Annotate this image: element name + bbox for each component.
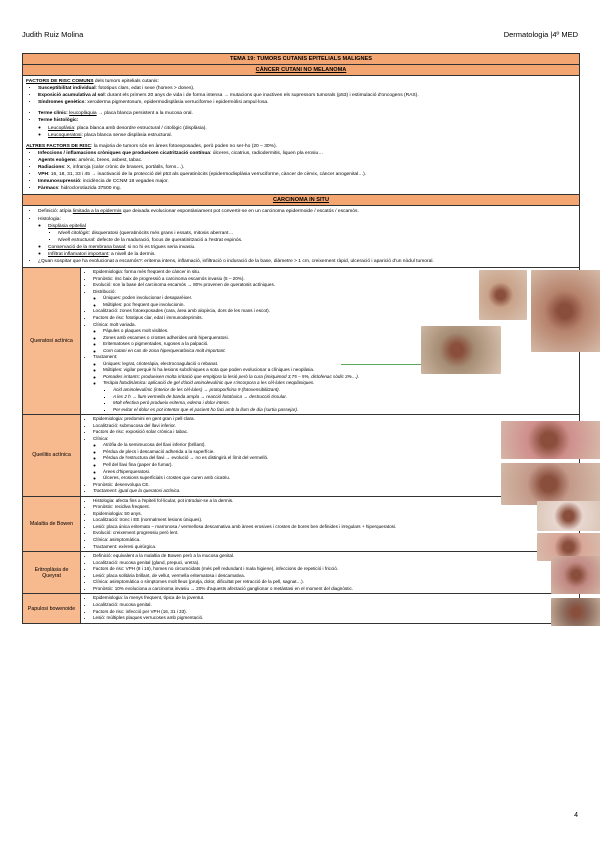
lesion-item: ◦ Àrees d'hiperqueratosi.: [103, 469, 576, 476]
histo-term-item: • Terme histològic: ◦ Leucoplàsia: placa blanca amb desordre estructural / citològic (displàsia). ◦ Leucoqueratosi: placa blanca sense displàsia estructural.: [38, 117, 576, 138]
clinical-photo: [537, 501, 600, 531]
lesion-content: [81, 594, 579, 622]
lesion-row: [23, 268, 579, 415]
lesion-item: ▪ A les 2 h → llum vermella de banda ampla → reacció fototòxica → destrucció tissular.: [113, 394, 576, 401]
clinical-photo: [551, 598, 600, 626]
risk-factor-item: • Fàrmacs: hidroclorotiazida 37500 mg.: [38, 185, 576, 192]
risk-factor-item: • Agents exògens: arsènic, brees, asbest, tabac.: [38, 157, 576, 164]
risk-other-list: [26, 150, 576, 193]
risk-factors-common: FACTORS DE RISC COMUNS dels tumors epitelials cutanis: • Susceptibilitat individual: fototipus clars, edat i sexe (homes > dones). • Exposició acumulativa al sol: durant els primers 20 anys de vida i de forma intensa → mutacions que inactiven els supressors tumorals (p53) i estimulació d'oncogens (RAS). • Síndromes genètics: xeroderma pigmentosum, epidermodisplàsia verruciforme i epidermòlisi ampul·losa. • Terme clínic: leucoplàquia → placa blanca persistent a la mucosa oral. • Terme histològic: ◦ Leucoplàsia: placa blanca amb desordre estructural / citològic (displàsia). ◦ Leucoqueratosi: placa blanca sense displàsia estructural. ALTRES FACTORS DE RISC: la majoria de tumors són en àrees fotoexposades, però poden no ser-ho (20 – 30%). • Infeccions / inflamacions cròniques que produeixen cicatrització contínua: úlceres, cicatrius, radiodermitis, liquen pla erosiu… • Agents exògens: arsènic, brees, asbest, tabac. • Radiacions: X, infraroja (calor crònic de brasers, portàtils, forns…). • VPH: 16, 18, 31, 33 i 45 → inactivació de la protecció del p53 als queratinòcits (epidermodisplàsia verruciforme, càncer de cèrvix, càncer anogenital…). • Immunosupressió: incidència de CCNM 18 vegades major. • Fàrmacs: hidroclorotiazida 37500 mg.: [23, 76, 579, 195]
lesion-item: ◦ Múltiples: poc freqüent que involucionin.: [103, 302, 576, 309]
lesion-row: [23, 594, 579, 622]
lesion-item: • Clínica: asimptomàtica.: [93, 537, 576, 544]
clinical-photo: [531, 270, 600, 352]
risk-factor-item: • Síndromes genètics: xeroderma pigmentosum, epidermodisplàsia verruciforme i epidermòlisi ampul·losa.: [38, 99, 576, 106]
lesion-item: ◦ Teràpia fotodinàmica: aplicació de gel d'àcid aminolevulínic que s'incorpora a les cèl·lules neoplàsiques. ▪ Àcid aminolevulínic (interior de les cèl·lules) → protoporfirina 9 (fotosensibilitzant). ▪ A les 2 h → llum vermella de banda ampla → reacció fototòxica → destrucció tissular. ▪ Molt efectiva però produeix eritema, edema i dolor intens. ▪ Per evitar el dolor es pot intentar que el pacient ho faci amb la llum de dia (surtia passejar).: [103, 380, 576, 413]
lesion-item: ▪ Per evitar el dolor es pot intentar que el pacient ho faci amb la llum de dia (surtia passejar).: [113, 407, 576, 414]
lesion-item: ◦ Pell del llavi fina (paper de fumar).: [103, 462, 576, 469]
lesion-item: ◦ Múltiples: vigilar perquè hi ha lesions subclíniques a sota que poden evolucionar a clíniques i neoplàsia.: [103, 367, 576, 374]
lesion-row: [23, 497, 579, 552]
risk-factor-item: • Radiacions: X, infraroja (calor crònic de brasers, portàtils, forns…).: [38, 164, 576, 171]
lesion-item: ◦ Úlceres, erosions superficials i crostes que curen amb cicatriu.: [103, 475, 576, 482]
lesion-item: • Pronòstic: desenvolupa CE.: [93, 482, 576, 489]
lesion-item: • Distribució: ◦ Úniques: poden involucionar i desaparèixer. ◦ Múltiples: poc freqüent que involucionin.: [93, 289, 576, 309]
lesion-content: [81, 415, 579, 496]
header-course: Dermatologia |4º MED: [503, 30, 578, 39]
lesion-item: • Lesió: placa única eritemato – marronosa / vermellosa descamativa amb àrees erosives i crostes de bores ben definides i irregulars + hiperqueratosi.: [93, 524, 576, 531]
document-sheet: [22, 53, 580, 624]
lesion-item: • Tractament: igual que la queratosi actínica.: [93, 488, 576, 495]
lesion-label: Papulosi bowenoide: [23, 594, 81, 622]
clinical-photo: [421, 326, 501, 374]
clinical-photo: [551, 556, 600, 594]
lesion-label: Queratosi actínica: [23, 268, 81, 414]
pointer-arrow: [341, 364, 421, 365]
lesion-item: • Pronòstic: recidiva freqüent.: [93, 504, 576, 511]
lesion-item: • Clínica: molt variada. ◦ Pàpules o plaques molt visibles. ◦ Zones amb escames o crostes adherides amb hiperqueratosi. ◦ Eritematoses o pigmentades, rugoses a la palpació. ◦ Corn cutani en cas de zona hiperqueratòsica molt important.: [93, 322, 576, 355]
lesion-item: • Tractament: ◦ Úniques: legrat, crioteràpia, electrocoagulació o rebanat. ◦ Múltiples: vigilar perquè hi ha lesions subclíniques a sota que poden evolucionar a clíniques i neoplàsia. ◦ Pomades irritants: produeixen molta irritació que empitjora la lesió però la cura (imiquimod 3,75 – 5%, diclofenac sòdic 3%…). ◦ Teràpia fotodinàmica: aplicació de gel d'àcid aminolevulínic que s'incorpora a les cèl·lules neoplàsiques. ▪ Àcid aminolevulínic (interior de les cèl·lules) → protoporfirina 9 (fotosensibilitzant). ▪ A les 2 h → llum vermella de banda ampla → reacció fototòxica → destrucció tissular. ▪ Molt efectiva però produeix eritema, edema i dolor intens. ▪ Per evitar el dolor es pot intentar que el pacient ho faci amb la llum de dia (surtia passejar).: [93, 354, 576, 413]
risk-factor-item: • VPH: 16, 18, 31, 33 i 45 → inactivació de la protecció del p53 als queratinòcits (epidermodisplàsia verruciforme, càncer de cèrvix, càncer anogenital…).: [38, 171, 576, 178]
lesion-table: [23, 268, 579, 622]
lesion-row: [23, 552, 579, 594]
lesion-item: • Lesió: placa solitària brillant, de vellut, vermella eritematosa i descamativa.: [93, 573, 576, 580]
histo-term: ◦ Leucoqueratosi: placa blanca sense displàsia estructural.: [48, 132, 576, 139]
lesion-item: • Factors de risc: exposició solar crònica i tabac.: [93, 429, 576, 436]
lesion-item: • Pronòstic: risc baix de progressió a carcinoma escamós invasiu (5 – 20%).: [93, 276, 576, 283]
risk-heading: FACTORS DE RISC COMUNS: [26, 79, 94, 84]
lesion-item: ◦ Pèrdua de plecs i descamació adherida a la superfície.: [103, 449, 576, 456]
page-number: 4: [574, 812, 578, 819]
lesion-item: • Histologia: afecta fins a l'epiteli fol·licular, pot introduir-se a la dermis.: [93, 498, 576, 505]
lesion-item: ◦ Eritematoses o pigmentades, rugoses a la palpació.: [103, 341, 576, 348]
lesion-item: ▪ Molt efectiva però produeix eritema, edema i dolor intens.: [113, 400, 576, 407]
insitu-block: [23, 206, 579, 268]
lesion-item: ◦ Úniques: poden involucionar i desaparèixer.: [103, 295, 576, 302]
lesion-item: • Tractament: exèresi quirúrgica.: [93, 544, 576, 551]
lesion-content: [81, 552, 579, 593]
lesion-item: • Factors de risc: infecció per VPH (16, 31 i 33).: [93, 609, 576, 616]
lesion-item: ◦ Atròfia de la semimucosa del llavi inferior (brillant).: [103, 442, 576, 449]
lesion-item: • Evolució: creixement progressiu però lent.: [93, 530, 576, 537]
header-author: Judith Ruiz Molina: [22, 30, 84, 39]
histo-term-list: [38, 125, 576, 139]
lesion-item: ◦ Úniques: legrat, crioteràpia, electrocoagulació o rebanat.: [103, 361, 576, 368]
lesion-item: • Localització: submucosa del llavi inferior.: [93, 423, 576, 430]
insitu-question: • ¿Quan sospitar que ha evolucionat a escamós?: eritema intens, inflamació, infiltració o induració de la base, diàmetre > 1 cm, creixement ràpid, ulceració i aparició d'un nòdul tumoral.: [38, 258, 576, 265]
lesion-item: • Factors de risc: fototipus clar, edat i immunodeprimits.: [93, 315, 576, 322]
histo-term: ◦ Leucoplàsia: placa blanca amb desordre estructural / citològic (displàsia).: [48, 125, 576, 132]
lesion-item: ◦ Corn cutani en cas de zona hiperqueratòsica molt important.: [103, 348, 576, 355]
lesion-item: • Epidemiologia: la menys freqüent, típica de la joventut.: [93, 595, 576, 602]
lesion-item: • Clínica: asimptomàtica o símptomes molt lleus (pruïja, dolor, dificultat per retracció de la pell, sagnat…).: [93, 579, 576, 586]
lesion-row: [23, 415, 579, 497]
lesion-item: • Localització: mucosa genital (gland, prepuci, uretra).: [93, 560, 576, 567]
clinical-photo: [479, 270, 527, 320]
lesion-item: • Localització: tronc i EE (normalment lesions úniques).: [93, 517, 576, 524]
section-title-ccnm: CÀNCER CUTANI NO MELANOMA: [23, 65, 579, 76]
lesion-item: ▪ Àcid aminolevulínic (interior de les cèl·lules) → protoporfirina 9 (fotosensibilitzant).: [113, 387, 576, 394]
risk-factor-item: • Exposició acumulativa al sol: durant els primers 20 anys de vida i de forma intensa → mutacions que inactiven els supressors tumorals (p53) i estimulació d'oncogens (RAS).: [38, 92, 576, 99]
lesion-content: [81, 497, 579, 551]
lesion-item: ◦ Pomades irritants: produeixen molta irritació que empitjora la lesió però la cura (imiquimod 3,75 – 5%, diclofenac sòdic 3%…).: [103, 374, 576, 381]
insitu-definition: • Definició: atípia limitada a la epidermis que deixada evolucionar espontàniament pot convertir-se en un carcinoma epidermoide / escatós / escamós.: [38, 208, 576, 215]
lesion-item: • Localització: zones fotoexposades (cara, àrea amb alopècia, dors de les mans i escot).: [93, 308, 576, 315]
lesion-item: • Pronòstic: 10% evoluciona a carcinoma invasiu → 20% d'aquests afectació ganglionar o metàstasi en el moment del diagnòstic.: [93, 586, 576, 593]
lesion-label: Eritroplàsia de Queyrat: [23, 552, 81, 593]
lesion-item: • Localització: mucosa genital.: [93, 602, 576, 609]
lesion-item: • Clínica: ◦ Atròfia de la semimucosa del llavi inferior (brillant). ◦ Pèrdua de plecs i descamació adherida a la superfície. ◦ Pèrdua de l'estructura del llavi → evolució → no es distingirà el límit del vermelló. ◦ Pell del llavi fina (paper de fumar). ◦ Àrees d'hiperqueratosi. ◦ Úlceres, erosions superficials i crostes que curen amb cicatriu.: [93, 436, 576, 482]
clinical-photo: [501, 421, 600, 459]
lesion-item: • Epidemiologia: predomini en gent gran i pell clara.: [93, 416, 576, 423]
lesion-item: • Factors de risc: VPH (8 i 16), homes no circumcidats (més pell redundant i mala higiene), infeccions de repetició i fricció.: [93, 566, 576, 573]
lesion-label: Malaltia de Bowen: [23, 497, 81, 551]
lesion-item: ◦ Pàpules o plaques molt visibles.: [103, 328, 576, 335]
clinic-term-item: • Terme clínic: leucoplàquia → placa blanca persistent a la mucosa oral.: [38, 110, 576, 117]
lesion-item: • Lesió: múltiples plaques verrucoses amb pigmentació.: [93, 615, 576, 622]
risk-factor-item: • Immunosupressió: incidència de CCNM 18 vegades major.: [38, 178, 576, 185]
lesion-label: Queilitis actínica: [23, 415, 81, 496]
lesion-content: [81, 268, 579, 414]
lesion-item: • Epidemiologia: 50 anys.: [93, 511, 576, 518]
lesion-item: • Definició: equivalent a la malaltia de Bowen però a la mucosa genital.: [93, 553, 576, 560]
lesion-item: • Evolució: son la base del carcinoma escamós → 80% provenen de queratosis actíniques.: [93, 282, 576, 289]
risk-common-list: [26, 85, 576, 106]
risk-factor-item: • Infeccions / inflamacions cròniques que produeixen cicatrització contínua: úlceres, cicatrius, radiodermitis, liquen pla erosiu…: [38, 150, 576, 157]
risk2-heading: ALTRES FACTORS DE RISC: [26, 143, 92, 149]
lesion-item: ◦ Zones amb escames o crostes adherides amb hiperqueratosi.: [103, 335, 576, 342]
risk-factor-item: • Susceptibilitat individual: fototipus clars, edat i sexe (homes > dones).: [38, 85, 576, 92]
lesion-item: ◦ Pèrdua de l'estructura del llavi → evolució → no es distingirà el límit del vermelló.: [103, 455, 576, 462]
insitu-histology: • Histologia: ◦ Displàsia epitelial ▪ Nivell citològic: disqueratosi (queratinòcits més grans i essats, mitosis aberrant… ▪ Nivell estructural: defecte de la maduració, focus de queratinització a l'estrat espinós. ◦ Conservació de la membrana basal: si no hi es trigues seria invasiu. ◦ Infiltrat inflamatori important: a nivell de la dermis.: [38, 216, 576, 259]
section-title-insitu: CARCINOMA IN SITU: [23, 195, 579, 206]
lesion-item: • Epidemiologia: forma més freqüent de càncer in situ.: [93, 269, 576, 276]
page-title: TEMA 19: TUMORS CUTANIS EPITELIALS MALIGNES: [23, 54, 579, 65]
